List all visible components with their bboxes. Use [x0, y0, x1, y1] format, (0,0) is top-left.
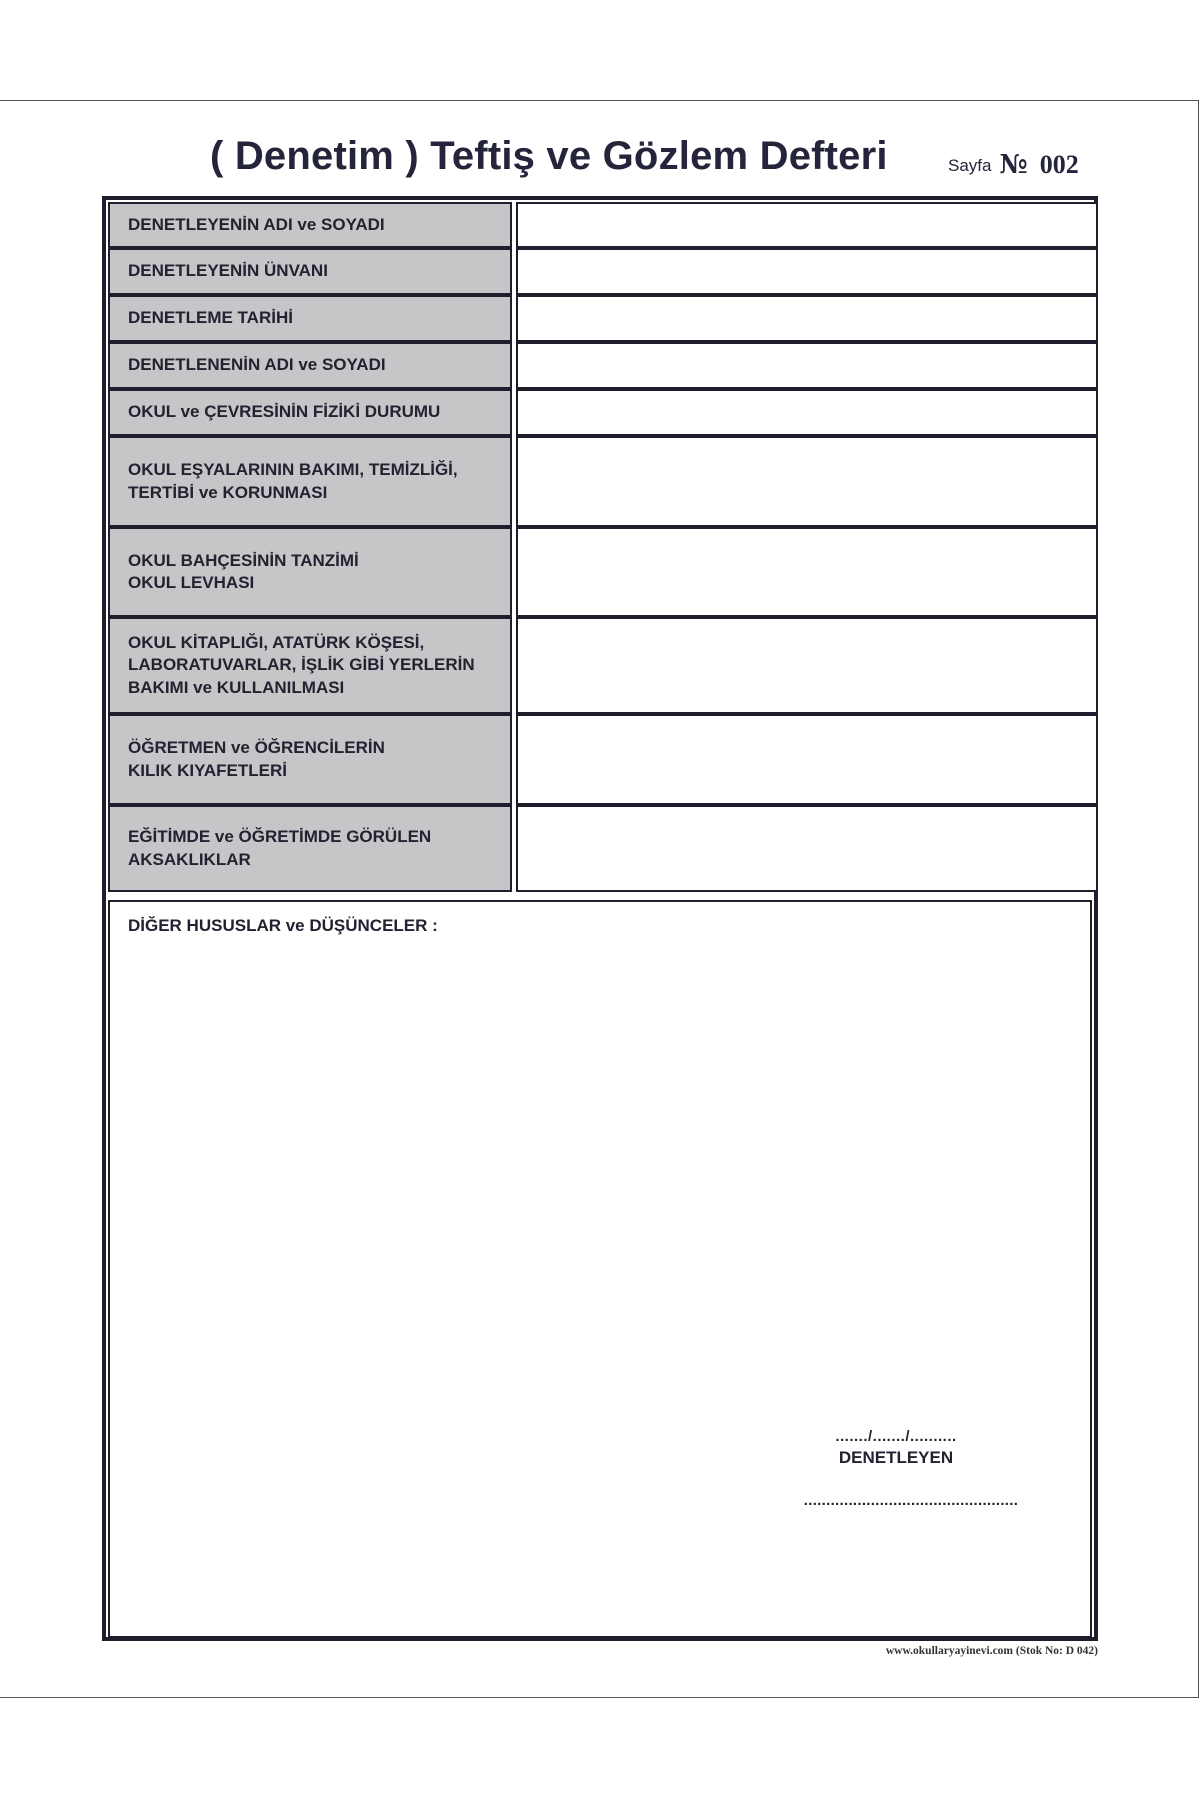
page-label: Sayfa	[948, 156, 992, 175]
row-label-inspection-date: DENETLEME TARİHİ	[108, 295, 512, 342]
inspector-label: DENETLEYEN	[838, 1448, 954, 1467]
row-field-school-items[interactable]	[516, 436, 1098, 527]
row-field-inspected-name[interactable]	[516, 342, 1098, 389]
row-label-library: OKUL KİTAPLIĞI, ATATÜRK KÖŞESİ, LABORATUVARLAR, İŞLİK GİBİ YERLERİN BAKIMI ve KULLANILMASI	[108, 617, 512, 714]
row-field-inspector-name[interactable]	[516, 202, 1098, 248]
row-label-shortcomings: EĞİTİMDE ve ÖĞRETİMDE GÖRÜLEN AKSAKLIKLAR	[108, 805, 512, 892]
notes-label: DİĞER HUSUSLAR ve DÜŞÜNCELER :	[128, 916, 438, 935]
page-number	[948, 150, 1079, 180]
row-field-shortcomings[interactable]	[516, 805, 1098, 892]
notes-box[interactable]	[108, 900, 1092, 1638]
row-field-library[interactable]	[516, 617, 1098, 714]
publisher-footer: www.okullaryayinevi.com (Stok No: D 042)	[885, 1645, 1098, 1657]
row-field-physical-condition[interactable]	[516, 389, 1098, 436]
row-field-dress-code[interactable]	[516, 714, 1098, 805]
page-number-value: 002	[1039, 150, 1079, 179]
row-label-inspected-name: DENETLENENİN ADI ve SOYADI	[108, 342, 512, 389]
row-label-school-items: OKUL EŞYALARININ BAKIMI, TEMİZLİĞİ, TERTİBİ ve KORUNMASI	[108, 436, 512, 527]
form-table	[102, 196, 1098, 1641]
row-label-physical-condition: OKUL ve ÇEVRESİNİN FİZİKİ DURUMU	[108, 389, 512, 436]
form-title: ( Denetim ) Teftiş ve Gözlem Defteri	[210, 134, 888, 178]
row-field-school-garden[interactable]	[516, 527, 1098, 617]
row-label-dress-code: ÖĞRETMEN ve ÖĞRENCİLERİN KILIK KIYAFETLERİ	[108, 714, 512, 805]
row-field-inspector-title[interactable]	[516, 248, 1098, 295]
date-placeholder[interactable]: ......./......./..........	[835, 1428, 957, 1445]
row-label-school-garden: OKUL BAHÇESİNİN TANZİMİ OKUL LEVHASI	[108, 527, 512, 617]
number-sign: №	[999, 150, 1028, 180]
row-label-inspector-name: DENETLEYENİN ADI ve SOYADI	[108, 202, 512, 248]
row-label-inspector-title: DENETLEYENİN ÜNVANI	[108, 248, 512, 295]
signature-line[interactable]: ................................................	[803, 1492, 1019, 1509]
row-field-inspection-date[interactable]	[516, 295, 1098, 342]
